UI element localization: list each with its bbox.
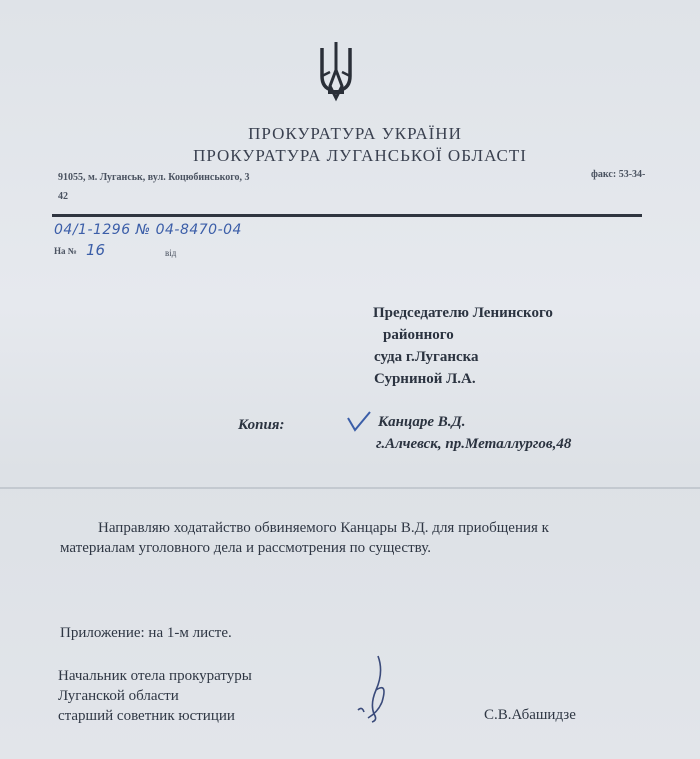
- signer-title-line: Начальник отела прокуратуры: [58, 668, 252, 684]
- copy-recipient: Канцаре В.Д.: [378, 414, 466, 430]
- header-rule: [52, 214, 642, 217]
- incoming-date-label: від: [165, 248, 177, 258]
- signer-title-line: старший советник юстиции: [58, 708, 235, 724]
- org-title-line1: ПРОКУРАТУРА УКРАЇНИ: [248, 124, 462, 143]
- incoming-number-label: На №: [54, 246, 77, 256]
- copy-label: Копия:: [238, 417, 285, 433]
- incoming-number: 16: [86, 241, 106, 259]
- address-line2: 42: [58, 191, 68, 202]
- copy-address: г.Алчевск, пр.Металлургов,48: [376, 436, 572, 452]
- trident-emblem-icon: [316, 40, 356, 102]
- paper-fold: [0, 487, 700, 489]
- handwritten-signature: [348, 652, 398, 724]
- checkmark-icon: [346, 410, 372, 432]
- body-text-line2: материалам уголовного дела и рассмотрения по существу.: [60, 540, 431, 556]
- body-text-line1: Направляю ходатайство обвиняемого Канцары В.Д. для приобщения к: [98, 520, 549, 536]
- addressee-line: Сурниной Л.А.: [374, 371, 476, 387]
- outgoing-number: 04/1-1296 № 04-8470-04: [54, 222, 242, 238]
- annex-note: Приложение: на 1-м листе.: [60, 625, 232, 641]
- signer-title-line: Луганской области: [58, 688, 179, 704]
- address-line1: 91055, м. Луганськ, вул. Коцюбинського, 3: [58, 172, 250, 183]
- addressee-line: Председателю Ленинского: [373, 305, 553, 321]
- org-title-line2: ПРОКУРАТУРА ЛУГАНСЬКОЇ ОБЛАСТІ: [193, 146, 527, 165]
- addressee-line: суда г.Луганска: [374, 349, 479, 365]
- addressee-line: районного: [383, 327, 454, 343]
- fax-number: факс: 53-34-: [591, 169, 646, 180]
- signer-name: С.В.Абашидзе: [484, 707, 576, 723]
